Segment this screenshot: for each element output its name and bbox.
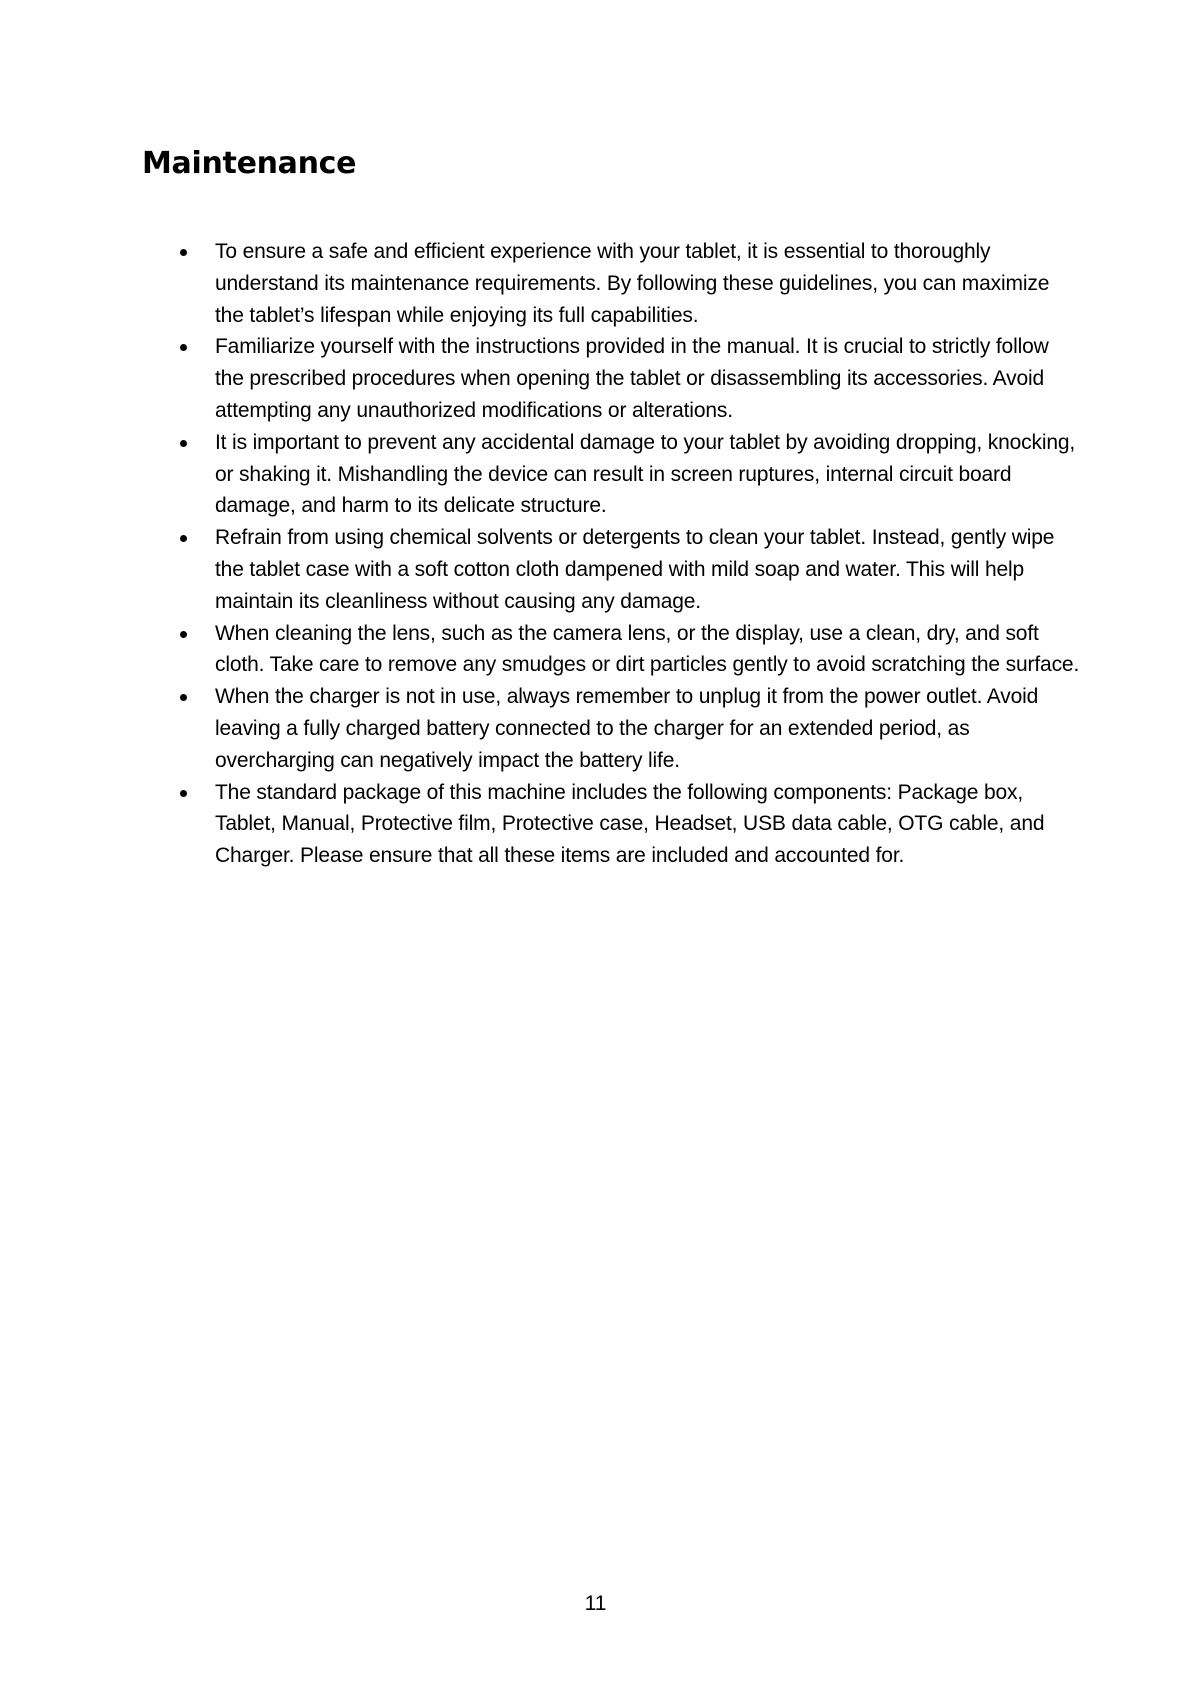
list-item [180, 681, 1080, 776]
bullet-icon [180, 344, 187, 351]
list-item [180, 522, 1080, 617]
list-item [180, 427, 1080, 522]
list-item [180, 777, 1080, 872]
bullet-icon [180, 790, 187, 797]
list-item-text: When cleaning the lens, such as the camera lens, or the display, use a clean, dry, and soft cloth. Take care to remove any smudges or dirt particles gently to avoid scratching the surface. [215, 621, 1080, 677]
page-title: Maintenance [142, 146, 357, 181]
list-item-text: Refrain from using chemical solvents or detergents to clean your tablet. Instead, gently wipe the tablet case with a soft cotton cloth dampened with mild soap and water. This will help maintain its cleanliness without causing any damage. [215, 526, 1055, 613]
list-item-text: It is important to prevent any accidental damage to your tablet by avoiding dropping, knocking, or shaking it. Mishandling the device can result in screen ruptures, internal circuit board damage, and harm to its delicate structure. [215, 430, 1076, 518]
bullet-icon [180, 535, 187, 542]
bullet-icon [180, 249, 187, 256]
page-number: 11 [584, 1592, 607, 1615]
maintenance-list [180, 236, 1080, 872]
list-item-text: The standard package of this machine includes the following components: Package box, Tablet, Manual, Protective film, Protective case, Headset, USB data cable, OTG cable, and Charger. Please ensure that all these items are included and accounted for. [215, 780, 1045, 868]
bullet-icon [180, 440, 187, 447]
list-item-text: When the charger is not in use, always remember to unplug it from the power outlet. Avoid leaving a fully charged battery connected to the charger for an extended period, as overcharging can negatively impact the battery life. [215, 685, 1039, 772]
list-item [180, 331, 1080, 426]
list-item-text: To ensure a safe and efficient experience with your tablet, it is essential to thoroughly understand its maintenance requirements. By following these guidelines, you can maximize the tablet’s lifespan while enjoying its full capabilities. [215, 240, 1050, 327]
list-item [180, 618, 1080, 682]
bullet-icon [180, 694, 187, 701]
list-item [180, 236, 1080, 331]
list-item-text: Familiarize yourself with the instructions provided in the manual. It is crucial to strictly follow the prescribed procedures when opening the tablet or disassembling its accessories. Avoid attempting any unauthorized modifications or alterations. [215, 335, 1049, 422]
bullet-icon [180, 631, 187, 638]
